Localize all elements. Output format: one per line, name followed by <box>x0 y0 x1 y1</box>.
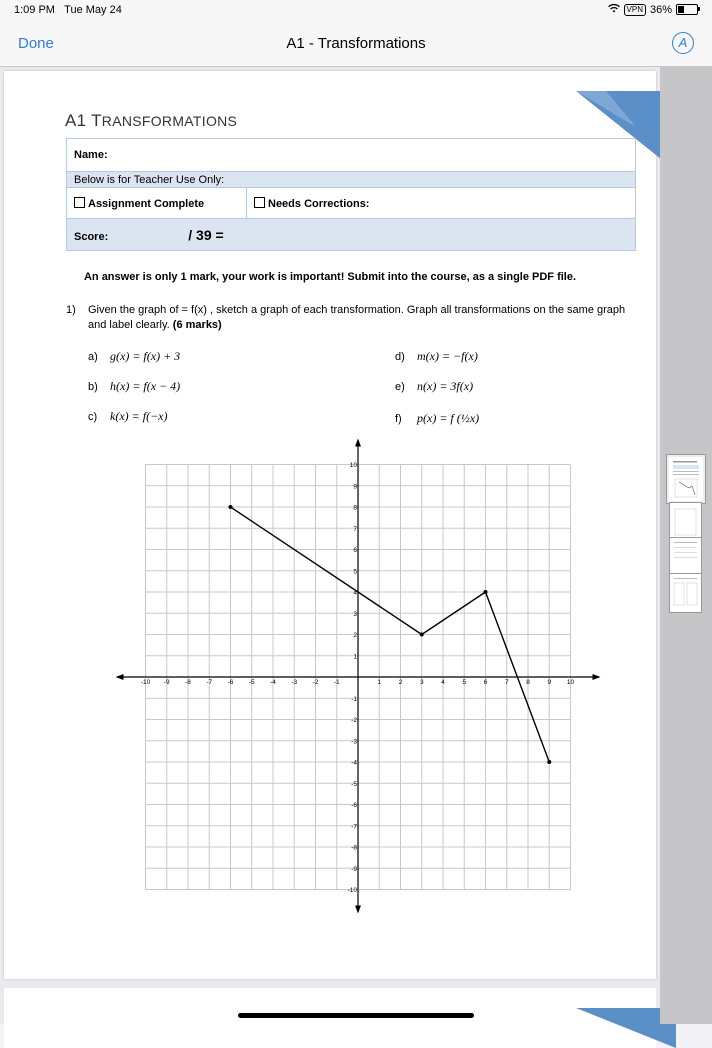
item-d: d) m(x) = −f(x) <box>395 349 478 363</box>
x-tick-label: -9 <box>163 679 170 686</box>
data-point <box>229 505 233 509</box>
item-f: f) p(x) = f (½x) <box>395 411 480 425</box>
y-axis-arrow-down <box>355 906 361 914</box>
question-1: 1) Given the graph of = f(x) , sketch a graph of each transformation. Graph all transformations on the same graph and label clearly. (6 marks) <box>66 304 626 331</box>
x-tick-label: -7 <box>206 679 213 686</box>
battery-icon <box>676 4 698 15</box>
thumbnail-page-1[interactable] <box>667 455 705 503</box>
data-point <box>484 590 488 594</box>
item-b: b) h(x) = f(x − 4) <box>88 379 181 393</box>
teacher-table <box>66 138 636 251</box>
x-tick-label: -5 <box>248 679 255 686</box>
status-time: 1:09 PM Tue May 24 <box>14 4 122 16</box>
x-tick-label: 8 <box>526 679 530 686</box>
y-tick-label: 9 <box>353 483 357 491</box>
document-viewer[interactable] <box>0 67 660 1024</box>
question-1-text: Given the graph of = f(x) , sketch a graph of each transformation. Graph all transformations on the same graph and label clearly. <box>88 304 626 331</box>
submission-notice: An answer is only 1 mark, your work is important! Submit into the course, as a single PDF file. <box>83 271 577 283</box>
page-thumbnail-sidebar <box>660 67 712 1024</box>
score-row: Score: / 39 = <box>67 219 636 251</box>
score-value: / 39 = <box>188 226 224 243</box>
y-tick-label: 6 <box>353 547 357 554</box>
markup-pen-icon[interactable]: A <box>672 32 694 54</box>
x-tick-label: 6 <box>483 679 488 686</box>
assignment-complete-cell: Assignment Complete <box>67 188 247 219</box>
status-right <box>608 3 698 16</box>
item-a: a) g(x) = f(x) + 3 <box>88 349 181 363</box>
home-indicator <box>238 1013 474 1018</box>
x-tick-label: -6 <box>227 679 234 686</box>
y-tick-label: -6 <box>351 802 357 809</box>
y-tick-label: 7 <box>353 525 357 533</box>
x-axis-arrow-right <box>593 674 601 680</box>
name-label: Name: <box>67 139 636 172</box>
y-tick-label: -8 <box>351 844 357 852</box>
x-tick-label: 4 <box>441 679 445 686</box>
status-bar <box>0 0 712 22</box>
y-tick-label: 8 <box>353 504 357 512</box>
thumbnail-page-2[interactable] <box>669 502 702 542</box>
done-button[interactable]: Done <box>18 35 54 52</box>
assignment-complete-checkbox[interactable] <box>74 197 85 208</box>
data-point <box>420 633 424 637</box>
x-tick-label: -10 <box>140 679 151 686</box>
item-c: c) k(x) = f(−x) <box>88 409 168 423</box>
y-tick-label: -4 <box>351 759 357 767</box>
coordinate-grid-chart <box>110 435 606 919</box>
x-tick-label: -4 <box>270 679 276 686</box>
data-point <box>547 760 551 764</box>
y-tick-label: 2 <box>353 632 357 639</box>
pdf-page-1 <box>4 71 656 979</box>
item-e: e) n(x) = 3f(x) <box>395 379 474 393</box>
question-1-marks: (6 marks) <box>172 319 222 331</box>
pdf-page-2 <box>4 988 656 1048</box>
x-axis-arrow-left <box>116 674 124 680</box>
y-tick-label: -5 <box>351 780 357 788</box>
y-tick-label: -9 <box>351 865 357 873</box>
y-tick-label: 5 <box>353 568 357 576</box>
nav-bar <box>0 22 712 67</box>
battery-percent: 36% <box>649 3 672 16</box>
x-tick-label: 10 <box>566 679 575 686</box>
y-tick-label: 4 <box>353 589 357 597</box>
needs-corrections-cell: Needs Corrections: <box>247 188 636 219</box>
y-tick-label: -2 <box>351 717 357 724</box>
x-tick-label: 9 <box>547 679 552 686</box>
x-tick-label: -2 <box>312 679 319 686</box>
y-tick-label: -7 <box>351 823 357 831</box>
thumbnail-page-4[interactable] <box>669 573 702 613</box>
x-tick-label: 1 <box>377 679 382 686</box>
teacher-use-label: Below is for Teacher Use Only: <box>67 172 636 188</box>
x-tick-label: 7 <box>504 679 509 686</box>
document-title: A1 - Transformations <box>286 35 426 52</box>
y-tick-label: -1 <box>351 695 357 703</box>
x-tick-label: -8 <box>185 679 191 686</box>
x-tick-label: 3 <box>419 679 424 686</box>
y-tick-label: 10 <box>349 462 357 469</box>
x-tick-label: 5 <box>462 679 467 686</box>
thumbnail-page-3[interactable] <box>669 537 702 577</box>
x-tick-label: -3 <box>291 679 298 686</box>
y-tick-label: -3 <box>351 738 357 746</box>
worksheet-title: A1 TRANSFORMATIONS <box>65 111 238 130</box>
y-tick-label: -10 <box>347 887 357 894</box>
y-tick-label: 3 <box>353 610 357 618</box>
y-tick-label: 1 <box>353 653 357 661</box>
y-axis-arrow-up <box>355 439 361 447</box>
wifi-icon <box>608 3 620 16</box>
x-tick-label: -1 <box>333 679 340 686</box>
needs-corrections-checkbox[interactable] <box>254 197 265 208</box>
vpn-badge: VPN <box>624 4 646 16</box>
x-tick-label: 2 <box>398 679 403 686</box>
